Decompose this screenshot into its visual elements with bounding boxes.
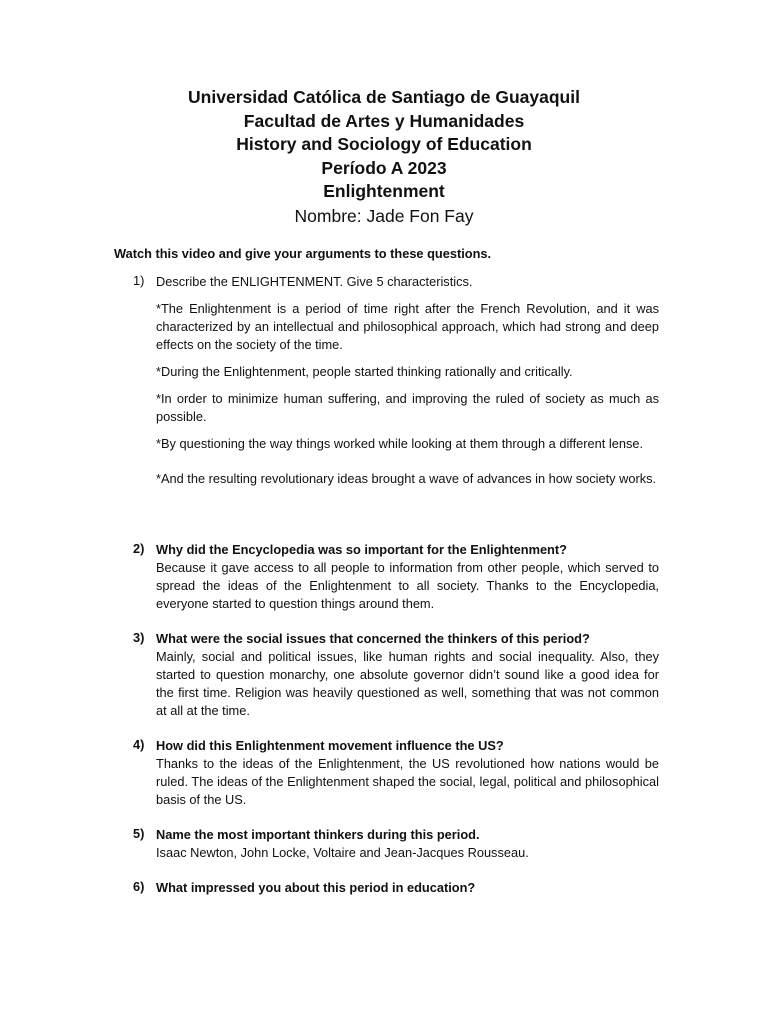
question-4 [133, 737, 659, 809]
answer-text: Isaac Newton, John Locke, Voltaire and Jean-Jacques Rousseau. [156, 845, 529, 860]
question-number: 4) [133, 737, 145, 752]
question-title: Describe the ENLIGHTENMENT. Give 5 characteristics. [156, 274, 473, 289]
instructions: Watch this video and give your arguments to these questions. [114, 246, 492, 261]
question-title: How did this Enlightenment movement influence the US? [156, 738, 504, 753]
document-header [0, 86, 768, 229]
period-title: Período A 2023 [321, 157, 447, 178]
question-title: Name the most important thinkers during this period. [156, 827, 480, 842]
question-title: Why did the Encyclopedia was so important for the Enlightenment? [156, 542, 567, 557]
faculty-title: Facultad de Artes y Humanidades [243, 110, 525, 131]
question-3 [133, 630, 659, 720]
topic-title: Enlightenment [323, 181, 445, 201]
question-5 [133, 826, 659, 862]
answer-text: Because it gave access to all people to information from other people, which served to spread the ideas of the Enlightenment to all society. Thanks to the Encyclopedia, everyone started to question things around them. [156, 560, 659, 611]
answer-paragraph: *In order to minimize human suffering, and improving the ruled of society as much as possible. [156, 391, 659, 424]
question-title: What impressed you about this period in education? [156, 880, 476, 895]
question-number: 3) [133, 630, 145, 645]
answer-text: Thanks to the ideas of the Enlightenment, the US revolutioned how nations would be ruled. The ideas of the Enlightenment shaped the social, legal, political and philosophical basis of the US. [156, 756, 659, 807]
question-6 [133, 879, 659, 897]
question-2 [133, 541, 659, 613]
question-number: 1) [133, 273, 145, 288]
course-title: History and Sociology of Education [236, 134, 532, 154]
answer-paragraph: *During the Enlightenment, people started thinking rationally and critically. [156, 364, 573, 379]
question-title: What were the social issues that concerned the thinkers of this period? [156, 631, 590, 646]
answer-paragraph: *And the resulting revolutionary ideas brought a wave of advances in how society works. [156, 471, 657, 486]
question-number: 5) [133, 826, 145, 841]
answer-paragraph: *By questioning the way things worked while looking at them through a different lense. [156, 436, 644, 451]
student-name: Nombre: Jade Fon Fay [294, 205, 474, 226]
answer-text: Mainly, social and political issues, like human rights and social inequality. Also, they started to question monarchy, one absolute governor didn’t sound like a good idea for the first time. Religion was heavily questioned as well, something that was not common at all at the time. [156, 649, 659, 718]
answer-paragraph: *The Enlightenment is a period of time right after the French Revolution, and it was characterized by an intellectual and philosophical approach, which had strong and deep effects on the society of the time. [156, 301, 659, 352]
question-number: 2) [133, 541, 145, 556]
question-number: 6) [133, 879, 145, 894]
question-1 [133, 273, 659, 488]
university-title: Universidad Católica de Santiago de Guayaquil [188, 87, 580, 107]
